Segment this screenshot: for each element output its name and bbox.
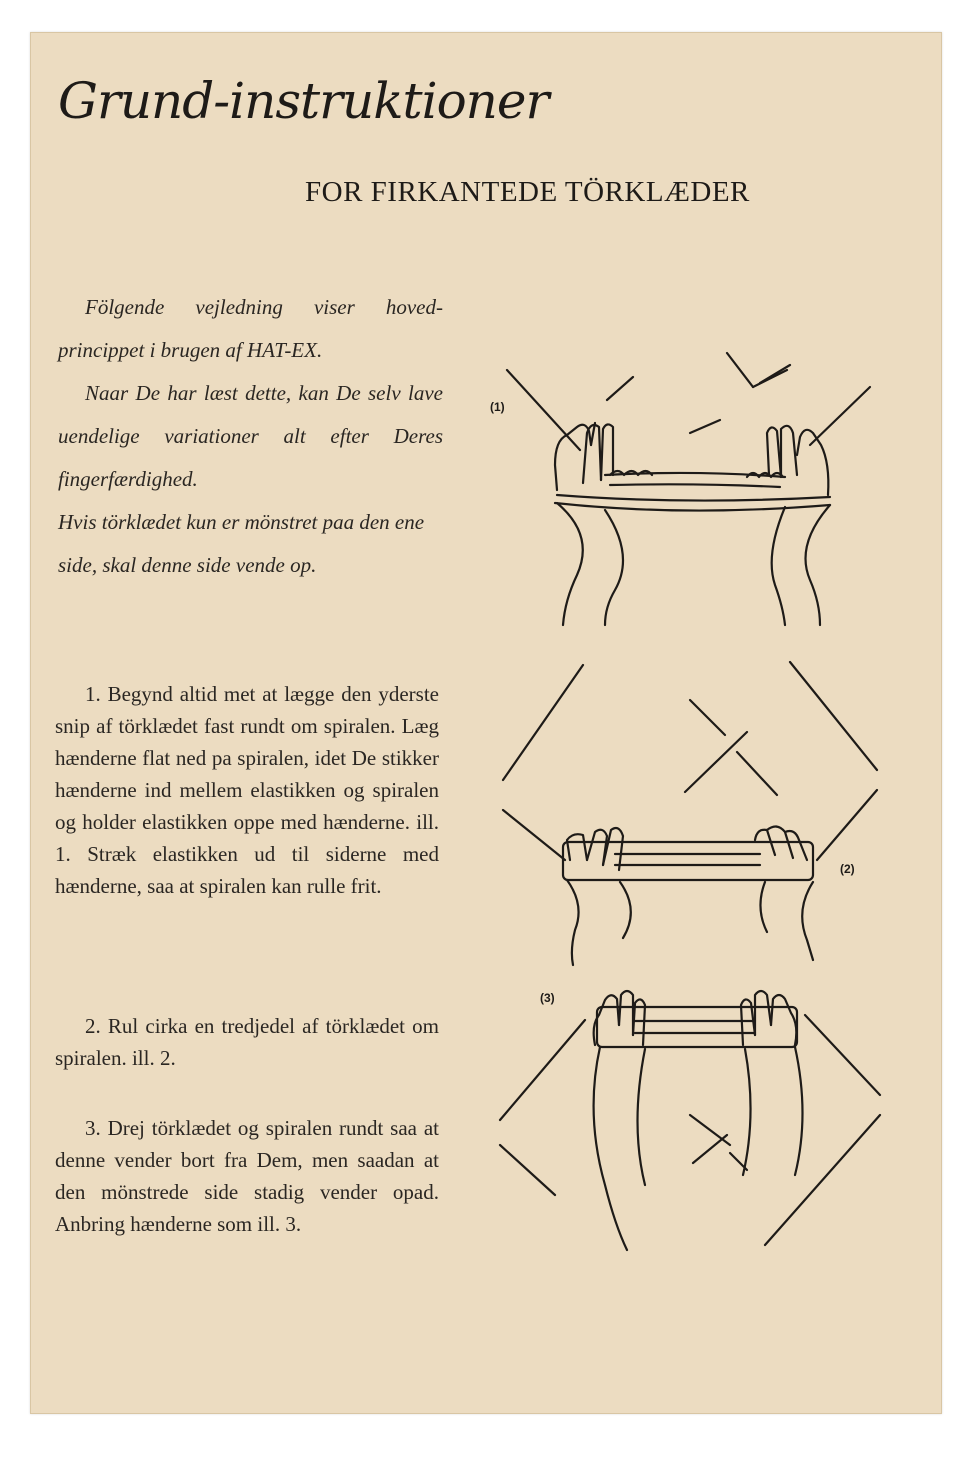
page-title: Grund-instruktioner bbox=[58, 72, 549, 130]
instruction-step-1: 1. Begynd altid met at lægge den yderste snip af törklædet fast rundt om spiralen. Læg hænderne flat ned pa spiralen, idet De stikker hænderne ind mellem elastikken og spiralen og holder elastikken oppe med hænderne. ill. 1. Stræk elastikken ud til siderne med hænderne, saa at spiralen kan rulle frit. bbox=[55, 682, 439, 898]
hands-rolling-scarf-illustration bbox=[495, 660, 885, 970]
illustration-label: (3) bbox=[540, 991, 555, 1005]
intro-paragraph: Fölgende vejledning viser hoved-princippet i brugen af HAT-EX. bbox=[58, 295, 443, 362]
intro-text bbox=[58, 286, 443, 587]
hands-turned-roll-illustration bbox=[495, 985, 885, 1285]
hands-stretching-elastic-illustration bbox=[490, 345, 885, 635]
instruction-step-3: 3. Drej törklædet og spiralen rundt saa at denne vender bort fra Dem, men saadan at den mönstrede side stadig vender opad. Anbring hænderne som ill. 3. bbox=[55, 1116, 439, 1236]
intro-paragraph: Hvis törklædet kun er mönstret paa den ene side, skal denne side vende op. bbox=[58, 510, 425, 577]
instruction-step-2: 2. Rul cirka en tredjedel af törklædet om spiralen. ill. 2. bbox=[55, 1014, 439, 1070]
page-subtitle: FOR FIRKANTEDE TÖRKLÆDER bbox=[305, 176, 750, 208]
illustration-label: (1) bbox=[490, 400, 505, 414]
illustration-label: (2) bbox=[840, 862, 855, 876]
intro-paragraph: Naar De har læst dette, kan De selv lave uendelige variationer alt efter Deres fingerfærdighed. bbox=[58, 381, 443, 491]
